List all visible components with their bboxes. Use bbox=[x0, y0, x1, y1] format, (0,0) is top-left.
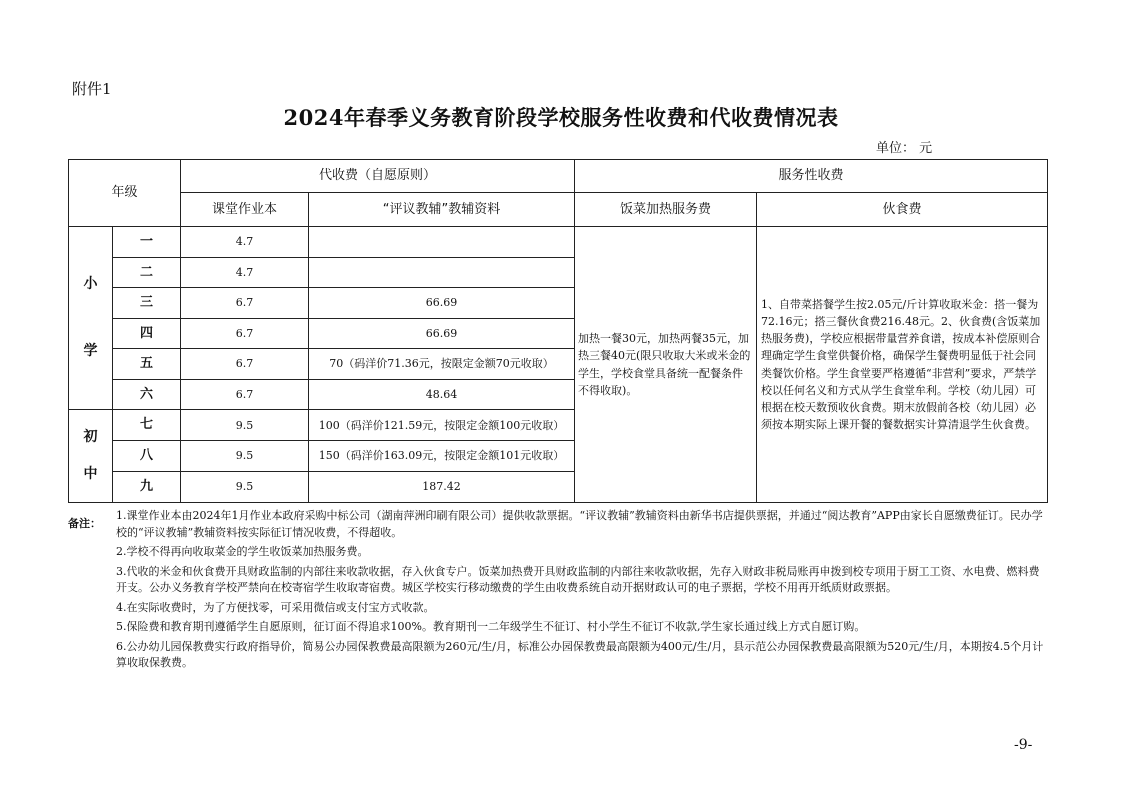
note-item: 4.在实际收费时，为了方便找零，可采用微信或支付宝方式收款。 bbox=[116, 600, 435, 614]
grade-cell: 五 bbox=[113, 349, 181, 380]
unit-label: 单位： 元 bbox=[876, 141, 933, 156]
grade-cell: 七 bbox=[113, 410, 181, 441]
junior-section-label bbox=[69, 410, 113, 503]
fancai-header: 饭菜加热服务费 bbox=[575, 193, 757, 227]
note-item: 2.学校不得再向收取菜金的学生收饭菜加热服务费。 bbox=[116, 545, 369, 558]
note-item: 6.公办幼儿园保教费实行政府指导价，简易公办园保教费最高限额为260元/生/月，标准公办园保教费最高限额为400元/生/月，县示范公办园保教费最高限额为520元/生/月，本期按4.5个月计算收取保教费。 bbox=[116, 639, 1044, 669]
grade-cell: 一 bbox=[113, 227, 181, 258]
ketang-cell: 6.7 bbox=[181, 380, 309, 410]
fee-table bbox=[68, 159, 1048, 503]
ketang-cell: 9.5 bbox=[181, 471, 309, 502]
ketang-header: 课堂作业本 bbox=[181, 193, 309, 227]
food-fee-cell: 1、自带菜搭餐学生按2.05元/斤计算收取米金：搭一餐为72.16元；搭三餐伙食费216.48元。2、伙食费(含饭菜加热服务费)，学校应根据带量营养食谱，按成本补偿原则合理确定学生食堂供餐价格，确保学生餐费明显低于社会同类餐饮价格。学生食堂要严格遵循“非营利”要求，严禁学校以任何名义和方式从学生食堂牟利。学校（幼儿园）可根据在校天数预收伙食费。期末放假前各校（幼儿园）必须按本期实际上课开餐的餐数据实计算清退学生伙食费。 bbox=[757, 227, 1048, 503]
ketang-cell: 4.7 bbox=[181, 258, 309, 288]
grade-cell: 三 bbox=[113, 288, 181, 319]
grade-cell: 二 bbox=[113, 258, 181, 288]
fuwu-header: 服务性收费 bbox=[575, 160, 1048, 193]
note-item: 5.保险费和教育期刊遵循学生自愿原则，征订面不得追求100%。教育期刊一二年级学生不征订、村小学生不征订不收款,学生家长通过线上方式自愿订购。 bbox=[116, 620, 866, 633]
pingyi-cell: 48.64 bbox=[309, 380, 575, 410]
pingyi-cell: 150（码洋价163.09元，按限定金额101元收取） bbox=[309, 441, 575, 471]
ketang-cell: 9.5 bbox=[181, 410, 309, 441]
grade-cell: 八 bbox=[113, 441, 181, 471]
primary-section-label bbox=[69, 227, 113, 410]
table-row bbox=[69, 227, 1048, 258]
ketang-cell: 6.7 bbox=[181, 288, 309, 319]
page-number: -9- bbox=[1014, 737, 1033, 753]
page-title: 2024年春季义务教育阶段学校服务性收费和代收费情况表 bbox=[283, 105, 839, 130]
pingyi-cell bbox=[309, 258, 575, 288]
pingyi-header: “评议教辅”教辅资料 bbox=[309, 193, 575, 227]
ketang-cell: 6.7 bbox=[181, 319, 309, 349]
daishou-header: 代收费（自愿原则） bbox=[181, 160, 575, 193]
note-item: 3.代收的米金和伙食费开具财政监制的内部往来收款收据，存入伙食专户。饭菜加热费开具财政监制的内部往来收款收据，先存入财政非税局账再申拨到校专项用于厨工工资、水电费、燃料费开支。公办义务教育学校严禁向在校寄宿学生收取寄宿费。城区学校实行移动缴费的学生由收费系统自动开据财政认可的电子票据，学校不用再开纸质财政票据。 bbox=[116, 564, 1040, 594]
pingyi-cell: 187.42 bbox=[309, 471, 575, 502]
notes-section bbox=[68, 508, 1047, 675]
grade-cell: 九 bbox=[113, 471, 181, 502]
junior-char: 中 bbox=[83, 465, 98, 482]
pingyi-cell: 66.69 bbox=[309, 319, 575, 349]
note-item: 1.课堂作业本由2024年1月作业本政府采购中标公司（湖南萍洲印刷有限公司）提供收款票据。“评议教辅”教辅资料由新华书店提供票据，并通过“阅达教育”APP由家长自愿缴费征订。民办学校的“评议教辅”教辅资料按实际征订情况收费，不得超收。 bbox=[116, 509, 1043, 539]
pingyi-cell: 70（码洋价71.36元，按限定金额70元收取） bbox=[309, 349, 575, 380]
primary-char: 学 bbox=[83, 342, 98, 359]
notes-label: 备注： bbox=[68, 517, 101, 530]
ketang-cell: 9.5 bbox=[181, 441, 309, 471]
ketang-cell: 6.7 bbox=[181, 349, 309, 380]
grade-header: 年级 bbox=[69, 160, 181, 227]
primary-char: 小 bbox=[83, 276, 98, 293]
huoshi-header: 伙食费 bbox=[757, 193, 1048, 227]
grade-cell: 六 bbox=[113, 380, 181, 410]
pingyi-cell: 66.69 bbox=[309, 288, 575, 319]
pingyi-cell bbox=[309, 227, 575, 258]
ketang-cell: 4.7 bbox=[181, 227, 309, 258]
pingyi-cell: 100（码洋价121.59元，按限定金额100元收取） bbox=[309, 410, 575, 441]
heating-fee-cell: 加热一餐30元，加热两餐35元，加热三餐40元(限只收取大米或米金的学生，学校食堂具备统一配餐条件不得收取)。 bbox=[575, 227, 757, 503]
grade-cell: 四 bbox=[113, 319, 181, 349]
junior-char: 初 bbox=[83, 429, 98, 446]
attachment-label: 附件1 bbox=[72, 80, 112, 98]
